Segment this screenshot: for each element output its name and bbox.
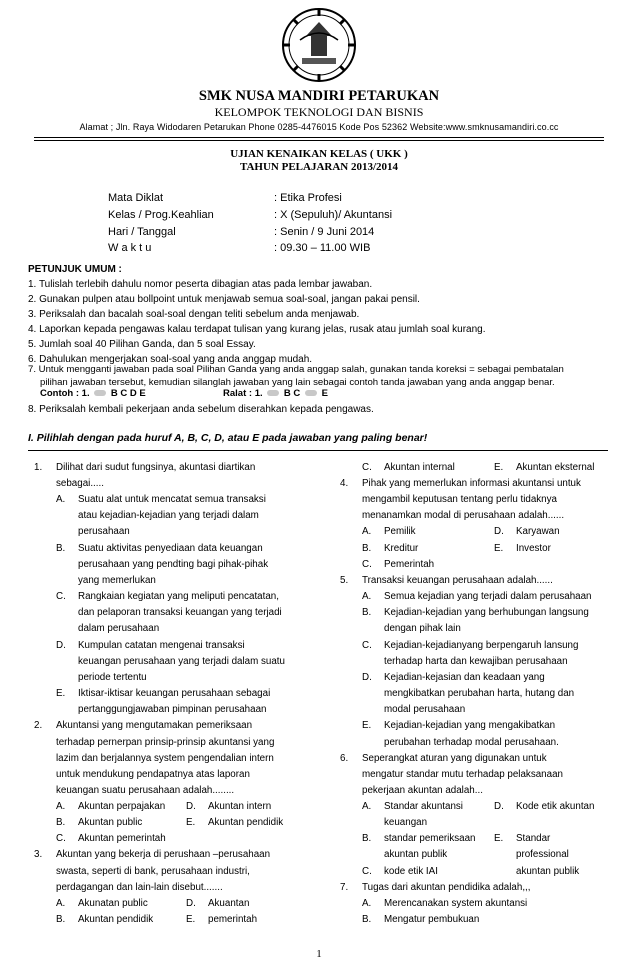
question-text-line: Akuntan pendidik	[78, 914, 154, 925]
question-text-line: modal perusahaan	[384, 704, 466, 715]
page-number: 1	[316, 948, 322, 960]
question-text-line: 4.	[340, 478, 349, 489]
question-text-line: Pihak yang memerlukan informasi akuntansi untuk	[362, 478, 581, 489]
school-emblem-icon	[280, 6, 358, 84]
question-text-line: E.	[494, 543, 504, 554]
question-text-line: Tugas dari akuntan pendidika adalah,,,	[362, 882, 531, 893]
question-text-line: Akuntansi yang mengutamakan pemeriksaan	[56, 720, 253, 731]
example-contoh-options: B C D E	[110, 388, 146, 399]
example-contoh-label: Contoh : 1.	[40, 388, 90, 399]
question-text-line: kode etik IAI	[384, 866, 438, 877]
cancelled-mark-icon	[267, 390, 279, 396]
question-text-line: menanamkan modal di perusahaan adalah......	[362, 510, 565, 521]
question-text-line: Kejadian-kejadian yang berhubungan langsung	[384, 607, 589, 618]
question-text-line: Pemerintah	[384, 559, 435, 570]
question-text-line: swasta, seperti di bank, perusahaan industri,	[56, 866, 250, 877]
question-text-line: mengkibatkan perubahan harta, hutang dan	[384, 688, 575, 699]
info-value: : X (Sepuluh)/ Akuntansi	[274, 209, 393, 221]
question-text-line: akuntan publik	[516, 866, 580, 877]
question-text-line: keuangan	[384, 817, 428, 828]
question-text-line: Akuntan intern	[208, 801, 272, 812]
question-text-line: Mengatur pembukuan	[384, 914, 480, 925]
question-text-line: D.	[494, 801, 504, 812]
info-label: Mata Diklat	[108, 192, 164, 204]
question-text-line: Kreditur	[384, 543, 419, 554]
question-text-line: keuangan suatu perusahaan adalah........	[56, 785, 235, 796]
question-text-line: A.	[362, 591, 372, 602]
question-text-line: lazim dan berjalannya system pengendalian intern	[56, 753, 274, 764]
question-text-line: Standar	[516, 833, 551, 844]
question-text-line: terhadap pernerpan prinsip-prinsip akuntansi yang	[56, 737, 275, 748]
question-text-line: Investor	[516, 543, 551, 554]
question-text-line: 3.	[34, 849, 43, 860]
question-text-line: perubahan terhadap modal perusahaan.	[384, 737, 559, 748]
question-text-line: pekerjaan akuntan adalah...	[362, 785, 483, 796]
example-ralat-options: B C	[283, 388, 301, 399]
question-text-line: B.	[56, 914, 66, 925]
question-text-line: dan pelaporan transaksi keuangan yang terjadi	[78, 607, 282, 618]
question-text-line: Kejadian-kejadianyang berpengaruh lansung	[384, 640, 579, 651]
question-text-line: keuangan perusahaan yang terjadi dalam suatu	[78, 656, 285, 667]
filled-mark-icon	[94, 390, 106, 396]
instruction-item: 6. Dahulukan mengerjakan soal-soal yang anda anggap mudah.	[28, 354, 313, 365]
question-text-line: C.	[362, 640, 372, 651]
question-text-line: Merencanakan system akuntansi	[384, 898, 528, 909]
question-text-line: 6.	[340, 753, 349, 764]
question-text-line: pemerintah	[208, 914, 258, 925]
info-label: W a k t u	[108, 242, 152, 254]
instruction-item-continued: pilihan jawaban tersebut, kemudian silanglah jawaban yang lain sebagai contoh tanda jawaban yang anda anggap benar.	[40, 377, 555, 388]
question-text-line: C.	[362, 866, 372, 877]
question-text-line: yang memerlukan	[78, 575, 156, 586]
question-text-line: E.	[56, 688, 66, 699]
instruction-item: 8. Periksalah kembali pekerjaan anda sebelum diserahkan kepada pengawas.	[28, 404, 374, 415]
question-text-line: pertanggungjawaban pimpinan perusahaan	[78, 704, 267, 715]
header-divider	[34, 137, 604, 138]
question-text-line: E.	[186, 817, 196, 828]
question-text-line: Pemilik	[384, 526, 416, 537]
info-value: : 09.30 – 11.00 WIB	[274, 242, 371, 254]
filled-mark-icon	[305, 390, 317, 396]
info-label: Kelas / Prog.Keahlian	[108, 209, 214, 221]
question-text-line: Seperangkat aturan yang digunakan untuk	[362, 753, 547, 764]
question-text-line: C.	[362, 462, 372, 473]
question-text-line: mengatur standar mutu terhadap pelaksanaan	[362, 769, 563, 780]
school-name: SMK NUSA MANDIRI PETARUKAN	[198, 88, 440, 104]
answer-example	[40, 388, 328, 399]
question-text-line: Dilihat dari sudut fungsinya, akuntasi diartikan	[56, 462, 256, 473]
question-text-line: mengambil keputusan tentang perlu tidaknya	[362, 494, 557, 505]
question-text-line: Transaksi keuangan perusahaan adalah......	[362, 575, 553, 586]
question-text-line: A.	[56, 494, 66, 505]
question-text-line: D.	[186, 898, 196, 909]
question-text-line: C.	[56, 833, 66, 844]
instruction-item: 7. Untuk mengganti jawaban pada soal Pilihan Ganda yang anda anggap salah, gunakan tanda koreksi = sebagai pembatalan	[28, 364, 564, 375]
question-text-line: 1.	[34, 462, 43, 473]
instruction-item: 4. Laporkan kepada pengawas kalau terdapat tulisan yang kurang jelas, rusak atau jumlah soal kurang.	[28, 324, 486, 335]
question-text-line: E.	[186, 914, 196, 925]
question-text-line: sebagai.....	[56, 478, 104, 489]
question-text-line: dalam perusahaan	[78, 623, 160, 634]
question-text-line: 7.	[340, 882, 349, 893]
question-text-line: C.	[56, 591, 66, 602]
question-text-line: D.	[494, 526, 504, 537]
question-text-line: C.	[362, 559, 372, 570]
question-text-line: E.	[494, 833, 504, 844]
question-text-line: A.	[362, 898, 372, 909]
section-divider	[28, 450, 608, 451]
question-text-line: professional	[516, 849, 569, 860]
question-text-line: A.	[362, 526, 372, 537]
question-text-line: Akuntan pemerintah	[78, 833, 166, 844]
question-text-line: B.	[362, 833, 372, 844]
question-text-line: B.	[362, 607, 372, 618]
question-text-line: atau kejadian-kejadian yang terjadi dalam	[78, 510, 259, 521]
school-address: Alamat ; Jln. Raya Widodaren Petarukan Phone 0285-4476015 Kode Pos 52362 Website:www.smknusamandiri.co.cc	[79, 122, 559, 132]
question-text-line: Akuntan pendidik	[208, 817, 284, 828]
instruction-item: 1. Tulislah terlebih dahulu nomor peserta dibagian atas pada lembar jawaban.	[28, 279, 373, 290]
school-group: KELOMPOK TEKNOLOGI DAN BISNIS	[214, 105, 424, 119]
question-text-line: perusahaan yang pendting bagi pihak-pihak	[78, 559, 269, 570]
question-text-line: A.	[362, 801, 372, 812]
question-text-line: Akuntan yang bekerja di perushaan –perusahaan	[56, 849, 271, 860]
instructions-title: PETUNJUK UMUM :	[28, 264, 122, 275]
instruction-item: 2. Gunakan pulpen atau bollpoint untuk menjawab semua soal-soal, jangan pakai pensil.	[28, 294, 420, 305]
example-ralat-last: E	[321, 388, 328, 399]
question-text-line: standar pemeriksaan	[384, 833, 476, 844]
info-value: : Senin / 9 Juni 2014	[274, 226, 375, 238]
question-text-line: B.	[362, 914, 372, 925]
question-text-line: Akuntan eksternal	[516, 462, 595, 473]
instruction-item: 5. Jumlah soal 40 Pilihan Ganda, dan 5 soal Essay.	[28, 339, 256, 350]
question-text-line: D.	[56, 640, 66, 651]
question-text-line: Rangkaian kegiatan yang meliputi pencatatan,	[78, 591, 279, 602]
section-title: I. Pilihlah dengan pada huruf A, B, C, D, atau E pada jawaban yang paling benar!	[28, 432, 428, 444]
question-text-line: untuk mendukung pendapatnya atas laporan	[56, 769, 250, 780]
question-text-line: Suatu alat untuk mencatat semua transaksi	[78, 494, 266, 505]
question-text-line: A.	[56, 801, 66, 812]
info-label: Hari / Tanggal	[108, 226, 176, 238]
question-text-line: 2.	[34, 720, 43, 731]
question-text-line: Akuntan internal	[384, 462, 455, 473]
info-value: : Etika Profesi	[274, 192, 342, 204]
question-text-line: Kejadian-kejasian dan keadaan yang	[384, 672, 545, 683]
question-text-line: Suatu aktivitas penyediaan data keuangan	[78, 543, 263, 554]
question-text-line: 5.	[340, 575, 349, 586]
question-text-line: Akuntan perpajakan	[78, 801, 166, 812]
question-text-line: Kumpulan catatan mengenai transaksi	[78, 640, 245, 651]
question-text-line: E.	[494, 462, 504, 473]
question-text-line: D.	[186, 801, 196, 812]
question-text-line: Akuantan	[208, 898, 250, 909]
question-text-line: Karyawan	[516, 526, 560, 537]
question-text-line: periode tertentu	[78, 672, 147, 683]
question-text-line: B.	[56, 817, 66, 828]
example-ralat-label: Ralat : 1.	[223, 388, 263, 399]
exam-title: UJIAN KENAIKAN KELAS ( UKK )	[230, 148, 408, 160]
question-text-line: akuntan publik	[384, 849, 448, 860]
question-text-line: D.	[362, 672, 372, 683]
question-text-line: terhadap harta dan kewajiban perusahaan	[384, 656, 568, 667]
instruction-item: 3. Periksalah dan bacalah soal-soal dengan teliti sebelum anda menjawab.	[28, 309, 360, 320]
question-text-line: B.	[362, 543, 372, 554]
header-divider-thin	[34, 140, 604, 141]
question-text-line: perdagangan dan lain-lain disebut.......	[56, 882, 223, 893]
question-text-line: Akuntan public	[78, 817, 143, 828]
question-text-line: perusahaan	[78, 526, 130, 537]
question-text-line: Kejadian-kejadian yang mengakibatkan	[384, 720, 556, 731]
question-text-line: dengan pihak lain	[384, 623, 461, 634]
question-text-line: E.	[362, 720, 372, 731]
question-text-line: B.	[56, 543, 66, 554]
question-text-line: Iktisar-iktisar keuangan perusahaan sebagai	[78, 688, 271, 699]
question-text-line: Standar akuntansi	[384, 801, 463, 812]
question-text-line: Kode etik akuntan	[516, 801, 595, 812]
question-text-line: Akunatan public	[78, 898, 148, 909]
exam-year: TAHUN PELAJARAN 2013/2014	[239, 161, 399, 173]
question-text-line: Semua kejadian yang terjadi dalam perusahaan	[384, 591, 592, 602]
question-text-line: A.	[56, 898, 66, 909]
